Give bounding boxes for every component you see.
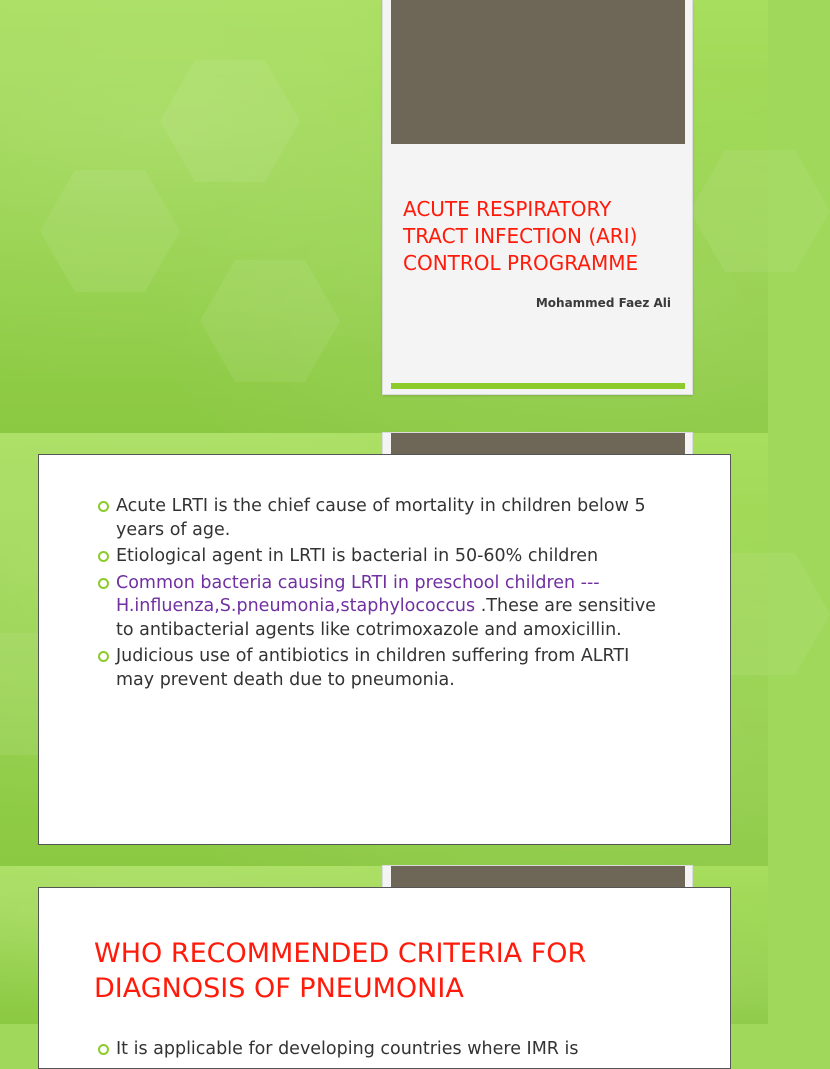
background-hexagon xyxy=(690,150,830,272)
bullet-text: Judicious use of antibiotics in children suffering from ALRTI may prevent death due to pneumonia. xyxy=(116,646,630,690)
content-slide xyxy=(0,433,768,866)
content-slide xyxy=(0,866,768,1059)
background-hexagon xyxy=(40,170,180,292)
title-card xyxy=(383,0,692,394)
title-slide xyxy=(0,0,768,433)
bullet-item xyxy=(97,1038,579,1062)
accent-bar xyxy=(391,383,685,389)
bullet-circle-icon xyxy=(98,651,109,662)
bullet-circle-icon xyxy=(98,501,109,512)
slide-heading: WHO RECOMMENDED CRITERIA FOR DIAGNOSIS OF PNEUMONIA xyxy=(94,938,587,1004)
content-panel xyxy=(38,887,731,1069)
bullet-item xyxy=(97,572,657,643)
background-hexagon xyxy=(160,60,300,182)
bullet-text: It is applicable for developing countries where IMR is xyxy=(116,1039,579,1059)
bullet-circle-icon xyxy=(98,578,109,589)
bullet-text: Acute LRTI is the chief cause of mortality in children below 5 years of age. xyxy=(116,496,646,540)
author-name: Mohammed Faez Ali xyxy=(535,296,671,310)
bullet-circle-icon xyxy=(98,1044,109,1055)
background-hexagon xyxy=(200,260,340,382)
presentation-title: ACUTE RESPIRATORY TRACT INFECTION (ARI) CONTROL PROGRAMME xyxy=(403,197,639,275)
bullet-list xyxy=(97,495,657,695)
bullet-text: .These are sensitive to antibacterial agents like cotrimoxazole and amoxicillin. xyxy=(116,596,656,640)
bullet-item xyxy=(97,545,657,569)
bullet-item xyxy=(97,645,657,692)
title-image-placeholder xyxy=(391,0,685,144)
bullet-circle-icon xyxy=(98,551,109,562)
content-panel xyxy=(38,454,731,845)
bullet-text: Etiological agent in LRTI is bacterial in 50-60% children xyxy=(116,546,599,566)
bullet-item xyxy=(97,495,657,542)
bullet-highlight-text: Common bacteria causing LRTI in preschool children --- H.influenza,S.pneumonia,staphylococcus xyxy=(116,572,600,616)
